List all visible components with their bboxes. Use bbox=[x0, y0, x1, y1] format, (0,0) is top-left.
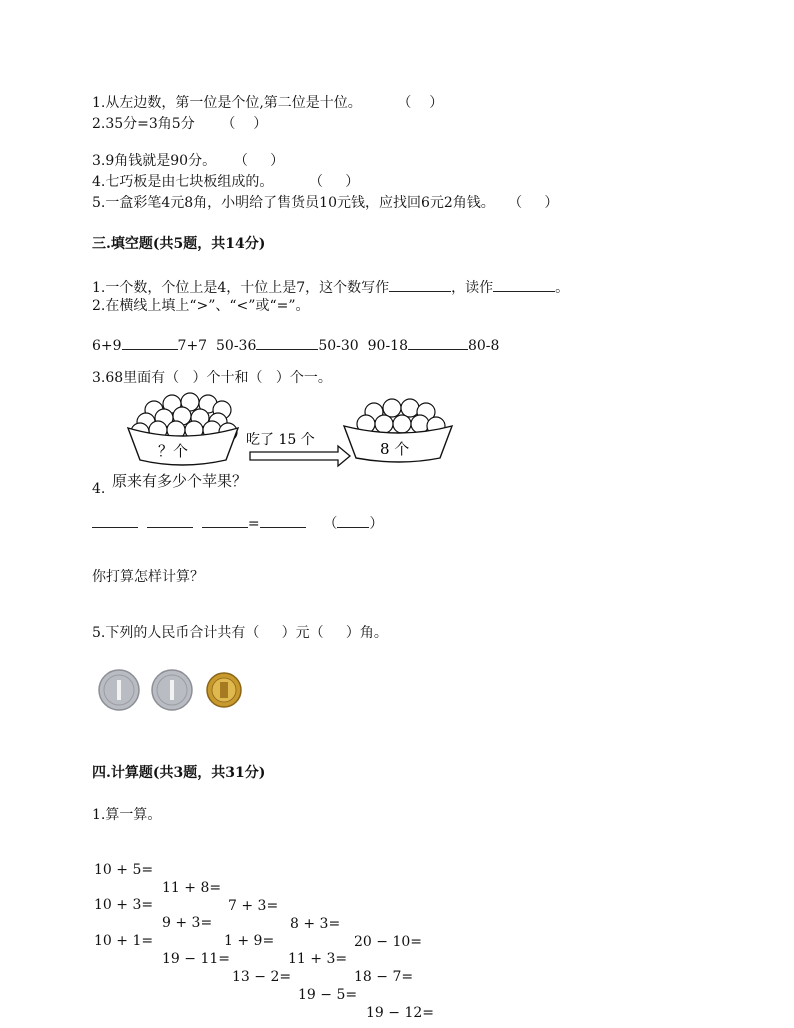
calc-expr: 8 + 3= bbox=[290, 916, 341, 932]
fill-q5: 5.下列的人民币合计共有（ ）元（ ）角。 bbox=[92, 625, 388, 641]
q4-blank-2[interactable] bbox=[147, 513, 193, 528]
fill-q3: 3.68里面有（ ）个十和（ ）个一。 bbox=[92, 370, 332, 386]
compare-expr: 80-8 bbox=[467, 338, 500, 354]
compare-expr: 7+7 bbox=[177, 338, 208, 354]
fill-q4-ask: 你打算怎样计算？ bbox=[92, 569, 204, 585]
compare-blank-1[interactable] bbox=[122, 335, 178, 350]
q4-equals: = bbox=[247, 516, 260, 532]
fill-q1-text-c: 。 bbox=[555, 280, 570, 296]
fill-q1-blank-2[interactable] bbox=[493, 277, 555, 292]
right-basket-label: 8 个 bbox=[380, 440, 410, 458]
arrow-label: 吃了 15 个 bbox=[246, 432, 315, 448]
calc-expr: 11 + 8= bbox=[162, 880, 222, 896]
calc-expr: 19 − 11= bbox=[162, 951, 230, 967]
calc-expr: 19 − 5= bbox=[298, 987, 358, 1003]
q4-blank-1[interactable] bbox=[92, 513, 138, 528]
judge-item-1: 1.从左边数，第一位是个位,第二位是十位。 （ ） bbox=[92, 95, 444, 111]
fill-q1 bbox=[92, 277, 569, 297]
judge-item-4: 4.七巧板是由七块板组成的。 （ ） bbox=[92, 174, 360, 190]
calc-q1: 1.算一算。 bbox=[92, 807, 162, 823]
calc-expr: 10 + 1= bbox=[94, 933, 154, 949]
one-yuan-coin-icon bbox=[152, 670, 192, 710]
fill-q4-text: 原来有多少个苹果？ bbox=[112, 472, 248, 490]
fill-q4-equation bbox=[92, 513, 383, 533]
calc-expr: 7 + 3= bbox=[228, 898, 279, 914]
calc-expr: 1 + 9= bbox=[224, 933, 275, 949]
q4-unit-blank[interactable] bbox=[337, 513, 369, 528]
q4-paren-left: （ bbox=[323, 516, 338, 532]
calc-expr: 13 − 2= bbox=[232, 969, 292, 985]
compare-expr: 50-36 bbox=[216, 338, 257, 354]
calc-expr: 19 − 12= bbox=[366, 1005, 434, 1021]
compare-expr: 90-18 bbox=[367, 338, 408, 354]
fill-q1-blank-1[interactable] bbox=[389, 277, 451, 292]
right-apple-pile bbox=[357, 399, 445, 435]
calc-expr: 10 + 3= bbox=[94, 897, 154, 913]
coin-row bbox=[98, 668, 248, 712]
five-jiao-coin-icon bbox=[207, 673, 241, 707]
judge-item-3: 3.9角钱就是90分。 （ ） bbox=[92, 153, 285, 169]
arrow-icon bbox=[250, 446, 350, 466]
calc-expr: 18 − 7= bbox=[354, 969, 414, 985]
section3-title: 三.填空题(共5题，共14分) bbox=[92, 236, 266, 252]
left-basket-label: ？个 bbox=[158, 442, 189, 460]
section4-title: 四.计算题(共3题，共31分) bbox=[92, 765, 266, 781]
q4-blank-3[interactable] bbox=[202, 513, 248, 528]
fill-q1-text-b: ，读作 bbox=[451, 280, 494, 296]
q4-blank-4[interactable] bbox=[260, 513, 306, 528]
compare-expr: 6+9 bbox=[92, 338, 122, 354]
judge-item-2: 2.35分=3角5分 （ ） bbox=[92, 116, 268, 132]
calc-expr: 11 + 3= bbox=[288, 951, 348, 967]
fill-q2: 2.在横线上填上“>”、“<”或“=”。 bbox=[92, 298, 310, 314]
judge-item-5: 5.一盒彩笔4元8角，小明给了售货员10元钱，应找回6元2角钱。 （ ） bbox=[92, 195, 559, 211]
fill-q2-compare-row bbox=[92, 335, 499, 355]
fill-q4-num: 4. bbox=[92, 481, 106, 497]
calc-expr: 20 − 10= bbox=[354, 934, 422, 950]
compare-blank-2[interactable] bbox=[256, 335, 318, 350]
fill-q1-text-a: 1.一个数，个位上是4，十位上是7，这个数写作 bbox=[92, 280, 390, 296]
apple-basket-figure bbox=[122, 388, 462, 470]
calc-expr: 9 + 3= bbox=[162, 915, 213, 931]
calc-expr: 10 + 5= bbox=[94, 862, 154, 878]
one-yuan-coin-icon bbox=[99, 670, 139, 710]
q4-paren-right: ） bbox=[369, 516, 384, 532]
compare-expr: 50-30 bbox=[318, 338, 359, 354]
compare-blank-3[interactable] bbox=[408, 335, 468, 350]
